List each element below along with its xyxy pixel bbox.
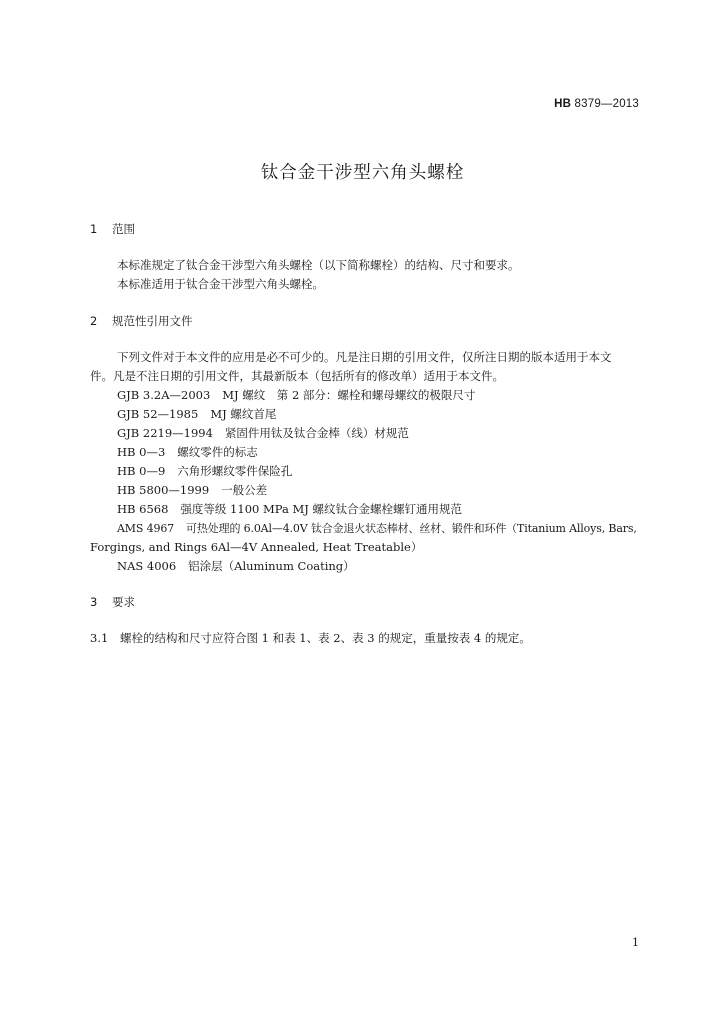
reference-item-continuation: Forgings, and Rings 6Al—4V Annealed, Heat Treatable） — [90, 540, 423, 554]
reference-title: 可热处理的 6.0Al—4.0V 钛合金退火状态棒材、丝材、锻件和环件（Titanium Alloys, Bars, — [186, 522, 637, 535]
reference-code: GJB 3.2A—2003 — [117, 388, 211, 402]
section-title: 规范性引用文件 — [112, 314, 193, 328]
scope-paragraph: 本标准适用于钛合金干涉型六角头螺栓。 — [117, 277, 324, 291]
standard-number — [554, 98, 639, 110]
standard-code: 8379—2013 — [574, 98, 639, 110]
reference-code: NAS 4006 — [117, 559, 177, 573]
scope-paragraph: 本标准规定了钛合金干涉型六角头螺栓（以下简称螺栓）的结构、尺寸和要求。 — [117, 258, 520, 272]
references-intro: 下列文件对于本文件的应用是必不可少的。凡是注日期的引用文件，仅所注日期的版本适用于本文 — [117, 350, 612, 364]
reference-item — [117, 406, 276, 422]
references-intro: 件。凡是不注日期的引用文件，其最新版本（包括所有的修改单）适用于本文件。 — [90, 369, 504, 383]
section-title: 要求 — [112, 595, 135, 609]
reference-title: MJ 螺纹首尾 — [210, 407, 277, 421]
reference-item — [117, 463, 292, 479]
section-heading-scope — [90, 221, 135, 237]
page-number: 1 — [632, 936, 639, 949]
reference-item — [117, 482, 267, 498]
reference-title: 螺纹零件的标志 — [177, 445, 258, 459]
reference-title: 六角形螺纹零件保险孔 — [177, 464, 293, 478]
reference-title: 强度等级 1100 MPa MJ 螺纹钛合金螺栓螺钉通用规范 — [180, 502, 463, 516]
reference-code: AMS 4967 — [117, 522, 175, 535]
document-title: 钛合金干涉型六角头螺栓 — [260, 163, 465, 183]
reference-item — [117, 558, 355, 574]
clause-number: 3.1 — [90, 631, 109, 645]
reference-item — [117, 501, 462, 517]
reference-item — [117, 444, 258, 460]
reference-code: HB 0—9 — [117, 464, 166, 478]
reference-item — [117, 520, 637, 536]
reference-code: GJB 52—1985 — [117, 407, 199, 421]
section-heading-normative-references — [90, 313, 193, 329]
reference-item — [117, 387, 475, 403]
reference-code: HB 6568 — [117, 502, 169, 516]
clause-text: 螺栓的结构和尺寸应符合图 1 和表 1、表 2、表 3 的规定，重量按表 4 的规定。 — [120, 631, 531, 645]
section-heading-requirements — [90, 594, 135, 610]
clause — [90, 630, 531, 646]
reference-code: HB 0—3 — [117, 445, 166, 459]
reference-code: HB 5800—1999 — [117, 483, 210, 497]
reference-title: 一般公差 — [221, 483, 268, 497]
section-number: 3 — [90, 595, 98, 609]
standard-prefix: HB — [554, 98, 572, 110]
section-title: 范围 — [112, 222, 135, 236]
reference-item — [117, 425, 409, 441]
section-number: 2 — [90, 314, 98, 328]
reference-title: MJ 螺纹 第 2 部分：螺栓和螺母螺纹的极限尺寸 — [222, 388, 476, 402]
section-number: 1 — [90, 222, 98, 236]
reference-title: 紧固件用钛及钛合金棒（线）材规范 — [224, 426, 409, 440]
reference-code: GJB 2219—1994 — [117, 426, 213, 440]
reference-title: 铝涂层（Aluminum Coating） — [188, 559, 355, 573]
